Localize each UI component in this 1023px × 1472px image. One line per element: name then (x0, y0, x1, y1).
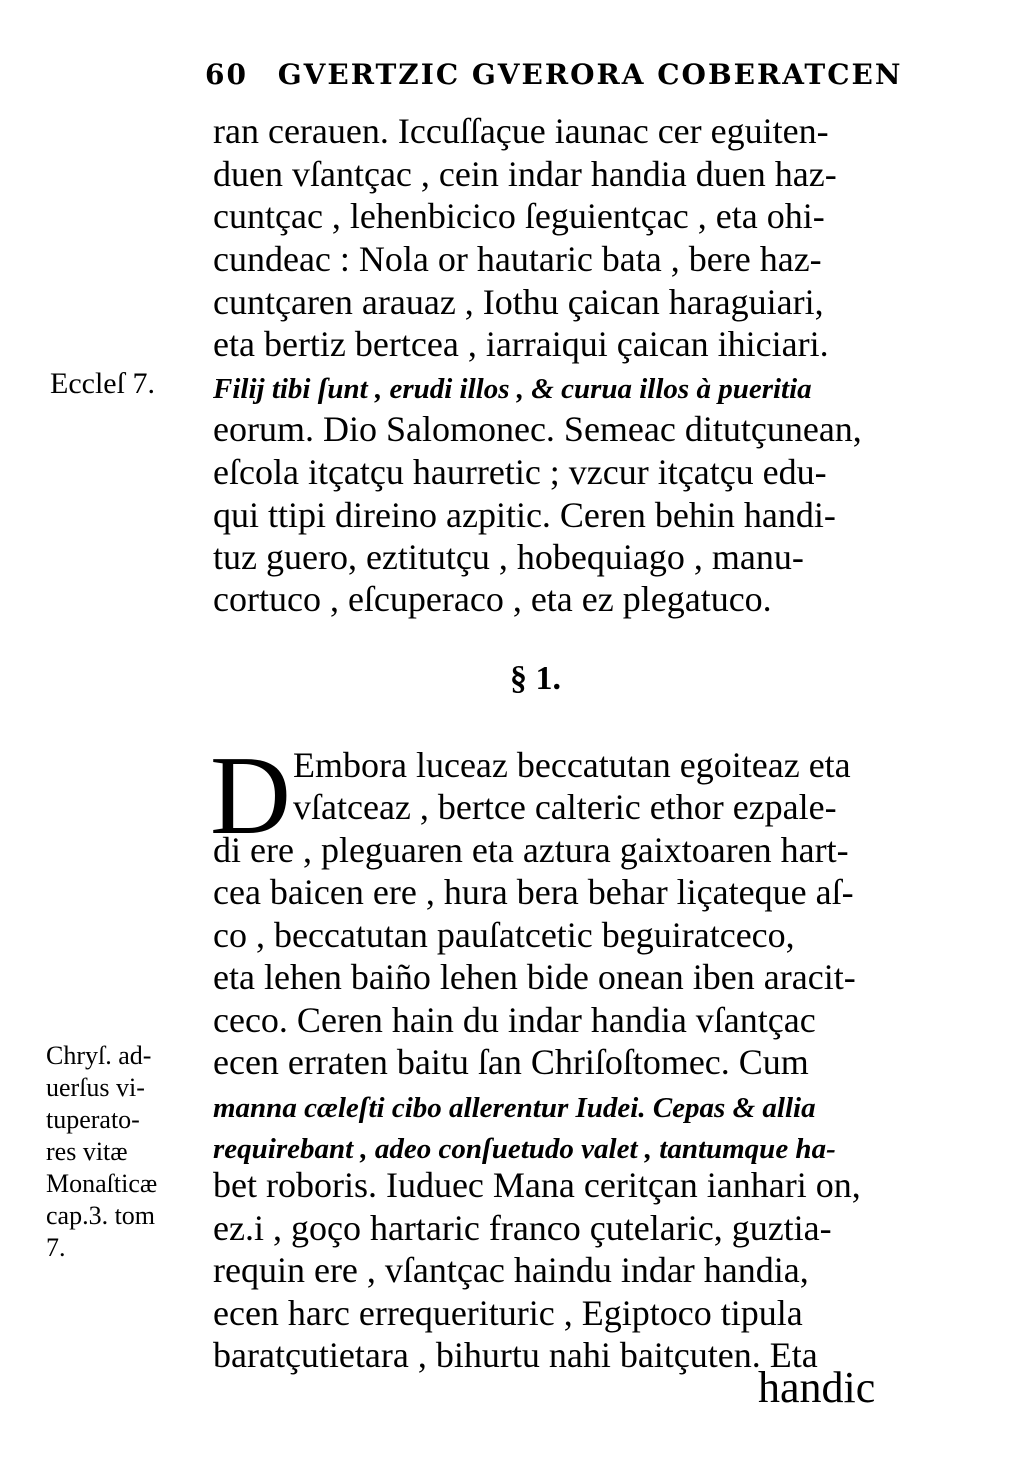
text-line: vſatceaz , bertce calteric ethor ezpale- (293, 787, 837, 827)
text-line: eta lehen baiño lehen bide onean iben aracit- (213, 957, 856, 997)
text-line: qui ttipi direino azpitic. Ceren behin handi- (213, 495, 836, 535)
margin-note-chrys-line: res vitæ (46, 1137, 128, 1166)
text-line: cortuco , eſcuperaco , eta ez plegatuco. (213, 579, 772, 619)
text-line: bet roboris. Iuduec Mana ceritçan ianhari on, (213, 1165, 861, 1205)
section-heading: § 1. (510, 660, 561, 697)
catchword: handic (758, 1363, 876, 1412)
text-line: Embora luceaz beccatutan egoiteaz eta (293, 745, 851, 785)
drop-cap: D (210, 734, 291, 858)
margin-note-chrys-line: Monaſticæ (46, 1169, 158, 1198)
text-line: ecen harc errequerituric , Egiptoco tipula (213, 1293, 803, 1333)
text-line: cuntçaren arauaz , Iothu çaican haraguiari, (213, 282, 824, 322)
latin-quote-line: Filij tibi ſunt , erudi illos , & curua illos à pueritia (213, 373, 812, 405)
text-line: ceco. Ceren hain du indar handia vſantçac (213, 1000, 816, 1040)
text-line: ran cerauen. Iccuſſaçue iaunac cer eguiten- (213, 111, 829, 151)
text-line: eorum. Dio Salomonec. Semeac ditutçunean, (213, 409, 862, 449)
text-line: ez.i , goço hartaric franco çutelaric, guztia- (213, 1208, 832, 1248)
text-line: co , beccatutan pauſatcetic beguiratceco, (213, 915, 795, 955)
text-line: cea baicen ere , hura bera behar liçateque aſ- (213, 872, 854, 912)
text-line: cuntçac , lehenbicico ſeguientçac , eta ohi- (213, 196, 825, 236)
running-title: GVERTZIC GVERORA COBERATCEN (277, 58, 903, 91)
text-line: requin ere , vſantçac haindu indar handia, (213, 1250, 809, 1290)
margin-note-chrys-line: tuperato- (46, 1105, 140, 1134)
text-line: eta bertiz bertcea , iarraiqui çaican ihiciari. (213, 324, 829, 364)
margin-note-chrys-line: uerſus vi- (46, 1073, 145, 1102)
text-line: ecen erraten baitu ſan Chriſoſtomec. Cum (213, 1042, 809, 1082)
margin-note-chrys-line: 7. (46, 1233, 66, 1262)
latin-quote-line: requirebant , adeo conſuetudo valet , tantumque ha- (213, 1133, 836, 1165)
text-line: eſcola itçatçu haurretic ; vzcur itçatçu edu- (213, 452, 827, 492)
text-line: cundeac : Nola or hautaric bata , bere haz- (213, 239, 822, 279)
text-line: baratçutietara , bihurtu nahi baitçuten. Eta (213, 1335, 818, 1375)
margin-note-chrys-line: Chryſ. ad- (46, 1041, 152, 1070)
text-line: tuz guero, eztitutçu , hobequiago , manu- (213, 537, 804, 577)
margin-note-chrys-line: cap.3. tom (46, 1201, 156, 1230)
page-number: 60 (205, 58, 248, 91)
latin-quote-line: manna cæleſti cibo allerentur Iudei. Cepas & allia (213, 1092, 816, 1124)
text-line: duen vſantçac , cein indar handia duen haz- (213, 154, 837, 194)
running-header (205, 58, 902, 91)
margin-note-eccles: Eccleſ 7. (50, 367, 155, 400)
text-line: di ere , pleguaren eta aztura gaixtoaren hart- (213, 830, 849, 870)
